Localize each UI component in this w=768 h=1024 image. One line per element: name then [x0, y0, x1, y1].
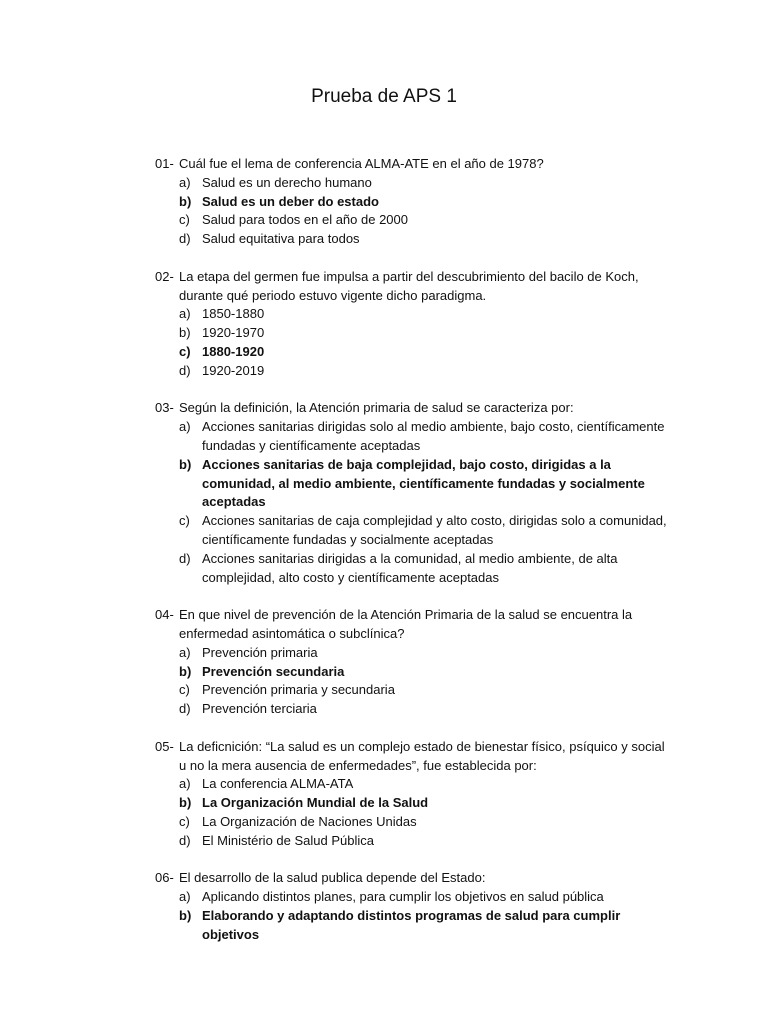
- question-5: [155, 738, 675, 851]
- option-letter: c): [179, 343, 191, 359]
- answer-option: [179, 681, 675, 700]
- option-text: Acciones sanitarias dirigidas a la comunidad, al medio ambiente, de alta complejidad, alto costo y científicamente aceptadas: [202, 550, 618, 585]
- option-letter: b): [179, 193, 192, 209]
- option-letter: d): [179, 231, 191, 247]
- question-6: [155, 869, 675, 944]
- option-text: Prevención terciaria: [202, 701, 317, 717]
- answer-option: [179, 174, 675, 193]
- question-header: [155, 869, 675, 888]
- question-list: [155, 155, 675, 963]
- question-text: Según la definición, la Atención primaria de salud se caracteriza por:: [179, 400, 574, 416]
- question-text: Cuál fue el lema de conferencia ALMA-ATE en el año de 1978?: [179, 156, 544, 171]
- answer-options: [155, 305, 675, 380]
- question-number: 06-: [155, 870, 174, 886]
- answer-option: [179, 700, 675, 719]
- answer-option-correct: [179, 663, 675, 682]
- option-letter: d): [179, 701, 191, 717]
- answer-option: [179, 644, 675, 663]
- answer-option-correct: [179, 907, 675, 945]
- question-2: [155, 268, 675, 381]
- option-letter: d): [179, 550, 191, 566]
- question-number: 05-: [155, 738, 174, 754]
- option-letter: a): [179, 889, 191, 905]
- answer-option: [179, 324, 675, 343]
- option-text: Prevención primaria: [202, 644, 318, 660]
- page-title: Prueba de APS 1: [311, 86, 457, 107]
- question-text: El desarrollo de la salud publica depende del Estado:: [179, 870, 486, 886]
- answer-option: [179, 362, 675, 381]
- option-letter: a): [179, 306, 191, 322]
- question-4: [155, 606, 675, 719]
- option-text: Aplicando distintos planes, para cumplir los objetivos en salud pública: [202, 889, 604, 905]
- option-letter: c): [179, 212, 190, 228]
- option-text: Acciones sanitarias de baja complejidad, bajo costo, dirigidas a la comunidad, al medio ambiente, científicamente fundadas y socialmente aceptadas: [202, 456, 645, 510]
- option-letter: d): [179, 832, 191, 848]
- question-number: 03-: [155, 400, 174, 416]
- answer-option: [179, 813, 675, 832]
- answer-options: [155, 174, 675, 249]
- option-letter: b): [179, 325, 191, 341]
- answer-option: [179, 888, 675, 907]
- option-text: Acciones sanitarias de caja complejidad y alto costo, dirigidas solo a comunidad, científicamente fundadas y socialmente aceptadas: [202, 513, 667, 547]
- question-header: [155, 606, 675, 644]
- question-number: 02-: [155, 268, 174, 284]
- answer-option: [179, 418, 675, 456]
- option-text: El Ministério de Salud Pública: [202, 832, 374, 848]
- option-text: La conferencia ALMA-ATA: [202, 776, 354, 792]
- option-text: Elaborando y adaptando distintos programas de salud para cumplir objetivos: [202, 907, 621, 942]
- answer-option: [179, 305, 675, 324]
- answer-option-correct: [179, 794, 675, 813]
- option-text: 1920-1970: [202, 325, 265, 341]
- option-letter: b): [179, 456, 192, 472]
- question-3: [155, 399, 675, 587]
- answer-option-correct: [179, 193, 675, 212]
- answer-options: [155, 644, 675, 719]
- option-letter: a): [179, 419, 191, 435]
- option-text: 1920-2019: [202, 362, 265, 378]
- option-letter: a): [179, 776, 191, 792]
- option-text: Acciones sanitarias dirigidas solo al medio ambiente, bajo costo, científicamente fundadas y científicamente aceptadas: [202, 419, 665, 453]
- option-text: La Organización Mundial de la Salud: [202, 795, 429, 811]
- answer-options: [155, 775, 675, 850]
- question-header: [155, 738, 675, 776]
- answer-option-correct: [179, 456, 675, 512]
- option-letter: c): [179, 813, 190, 829]
- option-letter: b): [179, 907, 192, 923]
- answer-options: [155, 418, 675, 587]
- answer-option: [179, 230, 675, 249]
- option-text: Salud para todos en el año de 2000: [202, 212, 409, 228]
- answer-option: [179, 775, 675, 794]
- option-text: La Organización de Naciones Unidas: [202, 813, 417, 829]
- option-letter: d): [179, 362, 191, 378]
- answer-option-correct: [179, 343, 675, 362]
- option-letter: a): [179, 174, 191, 190]
- question-text: La etapa del germen fue impulsa a partir del descubrimiento del bacilo de Koch, durante qué periodo estuvo vigente dicho paradigma.: [179, 268, 639, 303]
- option-letter: a): [179, 644, 191, 660]
- option-letter: b): [179, 663, 192, 679]
- question-header: [155, 268, 675, 306]
- option-text: Salud equitativa para todos: [202, 231, 360, 247]
- option-letter: c): [179, 682, 190, 698]
- option-text: Salud es un deber do estado: [202, 193, 379, 209]
- question-text: La deficnición: “La salud es un complejo estado de bienestar físico, psíquico y social u no la mera ausencia de enfermedades”, fue establecida por:: [179, 738, 665, 773]
- question-text: En que nivel de prevención de la Atención Primaria de la salud se encuentra la enfermedad asintomática o subclínica?: [179, 607, 633, 641]
- answer-option: [179, 550, 675, 588]
- option-letter: c): [179, 513, 190, 529]
- option-text: 1850-1880: [202, 306, 265, 322]
- answer-options: [155, 888, 675, 944]
- option-letter: b): [179, 795, 192, 811]
- option-text: Salud es un derecho humano: [202, 174, 372, 190]
- option-text: Prevención primaria y secundaria: [202, 682, 395, 698]
- question-number: 01-: [155, 156, 174, 171]
- question-1: [155, 155, 675, 249]
- answer-option: [179, 211, 675, 230]
- option-text: 1880-1920: [202, 343, 265, 359]
- option-text: Prevención secundaria: [202, 663, 345, 679]
- answer-option: [179, 832, 675, 851]
- answer-option: [179, 512, 675, 550]
- question-header: [155, 399, 675, 418]
- question-header: [155, 155, 675, 174]
- question-number: 04-: [155, 607, 174, 623]
